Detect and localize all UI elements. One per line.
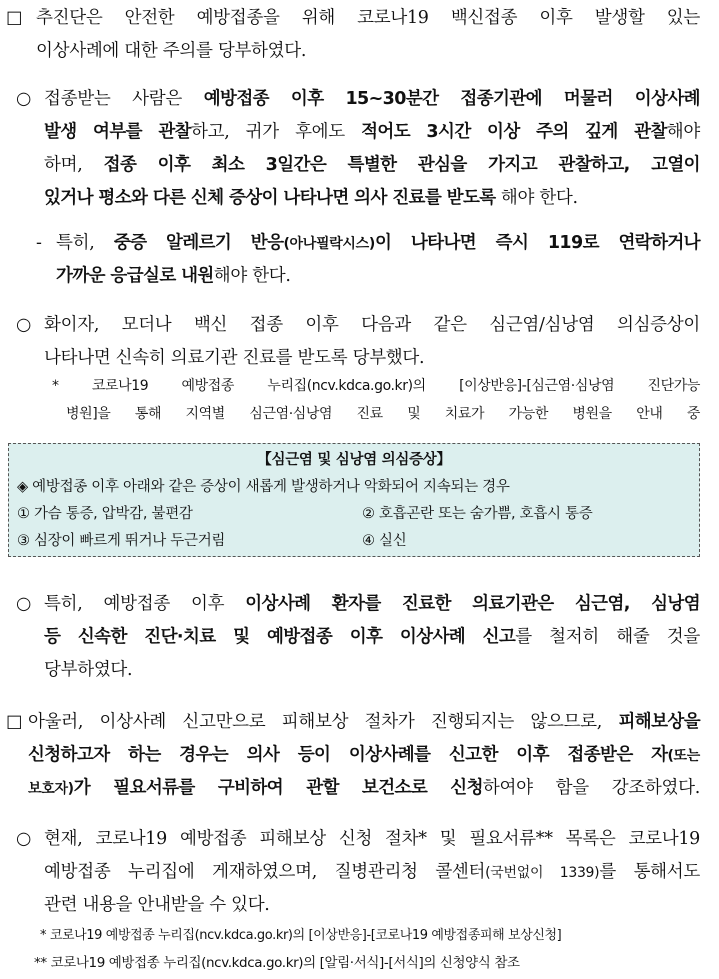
- intro-line-1: 추진단은 안전한 예방접종을 위해 코로나19 백신접종 이후 발생할 있는: [36, 8, 700, 28]
- procedure-line-3: 관련 내용을 안내받을 수 있다.: [44, 895, 270, 915]
- footnote-4: ** 코로나19 예방접종 누리집(ncv.kdca.go.kr)의 [알림·서식]-[서식]의 신청양식 참조: [34, 955, 520, 971]
- emphasis-text: 이 나타나면 즉시 119로 연락하거나: [374, 233, 700, 253]
- symptom-item-1: ① 가슴 통증, 압박감, 불편감: [17, 506, 193, 522]
- anaphylaxis-line-1: [56, 227, 700, 261]
- text: 접종받는 사람은: [44, 89, 204, 109]
- circle-bullet: ○: [16, 89, 31, 109]
- observation-line-1: [44, 83, 700, 116]
- emphasis-text: 이상사례 환자를 진료한 의료기관은 심근염, 심낭염: [245, 594, 701, 614]
- emphasis-text: 발생 여부를 관찰: [44, 122, 191, 142]
- checkbox-bullet: □: [6, 8, 23, 28]
- emphasis-text: 적어도 3시간 이상 주의 깊게 관찰: [361, 122, 667, 142]
- text: 예방접종 이후 아래와 같은 증상이 새롭게 발생하거나 악화되어 지속되는 경우: [32, 479, 510, 495]
- subtext: (국번없이 1339): [485, 865, 600, 881]
- anaphylaxis-line-2: [56, 260, 291, 293]
- emphasis-text: 접종 이후 최소 3일간은 특별한 관심을 가지고 관찰하고, 고열이: [103, 155, 700, 175]
- procedure-line-1: 현재, 코로나19 예방접종 피해보상 신청 절차* 및 필요서류** 목록은 코로나19: [44, 829, 700, 849]
- text: 특히, 예방접종 이후: [44, 594, 246, 614]
- symptom-box-intro: [17, 475, 510, 499]
- intro-line-2: 이상사례에 대한 주의를 당부하였다.: [36, 41, 307, 61]
- text: 하고, 귀가 후에도: [191, 122, 362, 142]
- symptom-box-title: 【심근염 및 심낭염 의심증상】: [257, 452, 451, 468]
- emphasis-text: 있거나 평소와 다른 신체 증상이 나타나면 의사 진료를 받도록: [44, 188, 496, 208]
- symptom-item-3: ③ 심장이 빠르게 뛰거나 두근거림: [17, 533, 226, 549]
- observation-line-4: [44, 182, 700, 215]
- text: 예방접종 누리집에 게재하였으며, 질병관리청 콜센터: [44, 862, 486, 882]
- emphasis-subtext: 보호자): [28, 781, 74, 797]
- text: 해야 한다.: [495, 188, 578, 208]
- text: 아울러, 이상사례 신고만으로 피해보상 절차가 진행되지는 않으므로,: [28, 712, 619, 732]
- circle-bullet: ○: [16, 829, 31, 849]
- symptom-item-4: ④ 실신: [362, 533, 407, 549]
- footnote-2: 병원]을 통해 지역별 심근염·심낭염 진료 및 치료가 가능한 병원을 안내 중: [66, 406, 700, 422]
- checkbox-bullet: □: [6, 712, 23, 732]
- observation-line-3: [44, 149, 700, 182]
- text: 를 철저히 해줄 것을: [515, 627, 700, 647]
- symptom-box: [8, 443, 700, 557]
- text: 해야: [666, 122, 700, 142]
- emphasis-text: 피해보상을: [618, 712, 700, 732]
- text: 특히,: [56, 233, 114, 253]
- text: 하며,: [44, 155, 104, 175]
- reporting-line-2: [44, 621, 700, 654]
- compensation-line-2: [28, 739, 700, 773]
- emphasis-text: 등 신속한 진단·치료 및 예방접종 이후 이상사례 신고: [44, 627, 516, 647]
- observation-line-2: [44, 116, 700, 149]
- emphasis-text: 신청하고자 하는 경우는 의사 등이 이상사례를 신고한 이후 접종받은 자: [28, 745, 668, 765]
- symptom-item-2: ② 호흡곤란 또는 숨가쁨, 호흡시 통증: [362, 506, 593, 522]
- myocarditis-line-1: 화이자, 모더나 백신 접종 이후 다음과 같은 심근염/심낭염 의심증상이: [44, 315, 700, 335]
- reporting-line-3: 당부하였다.: [44, 660, 133, 680]
- emphasis-text: 가까운 응급실로 내원: [56, 266, 214, 286]
- circle-bullet: ○: [16, 594, 31, 614]
- compensation-line-1: [28, 706, 700, 739]
- emphasis-text: 예방접종 이후 15~30분간 접종기관에 머물러 이상사례: [203, 89, 700, 109]
- dash-bullet: -: [36, 233, 42, 253]
- emphasis-text: 중증 알레르기 반응: [113, 233, 284, 253]
- emphasis-subtext: (아나필락시스): [283, 236, 375, 252]
- text: 를 통해서도: [599, 862, 700, 882]
- emphasis-text: 가 필요서류를 구비하여 관할 보건소로 신청: [73, 778, 483, 798]
- text: 하여야 함을 강조하였다.: [482, 778, 701, 798]
- diamond-icon: ◈: [17, 479, 28, 495]
- footnote-1: * 코로나19 예방접종 누리집(ncv.kdca.go.kr)의 [이상반응]-[심근염·심낭염 진단가능: [52, 378, 700, 394]
- compensation-line-3: [28, 772, 700, 806]
- procedure-line-2: [44, 856, 700, 890]
- footnote-3: * 코로나19 예방접종 누리집(ncv.kdca.go.kr)의 [이상반응]-[코로나19 예방접종피해 보상신청]: [40, 928, 562, 943]
- circle-bullet: ○: [16, 315, 31, 335]
- text: 해야 한다.: [213, 266, 291, 286]
- myocarditis-line-2: 나타나면 신속히 의료기관 진료를 받도록 당부했다.: [44, 348, 425, 368]
- reporting-line-1: [44, 588, 700, 621]
- emphasis-subtext: (또는: [667, 748, 700, 764]
